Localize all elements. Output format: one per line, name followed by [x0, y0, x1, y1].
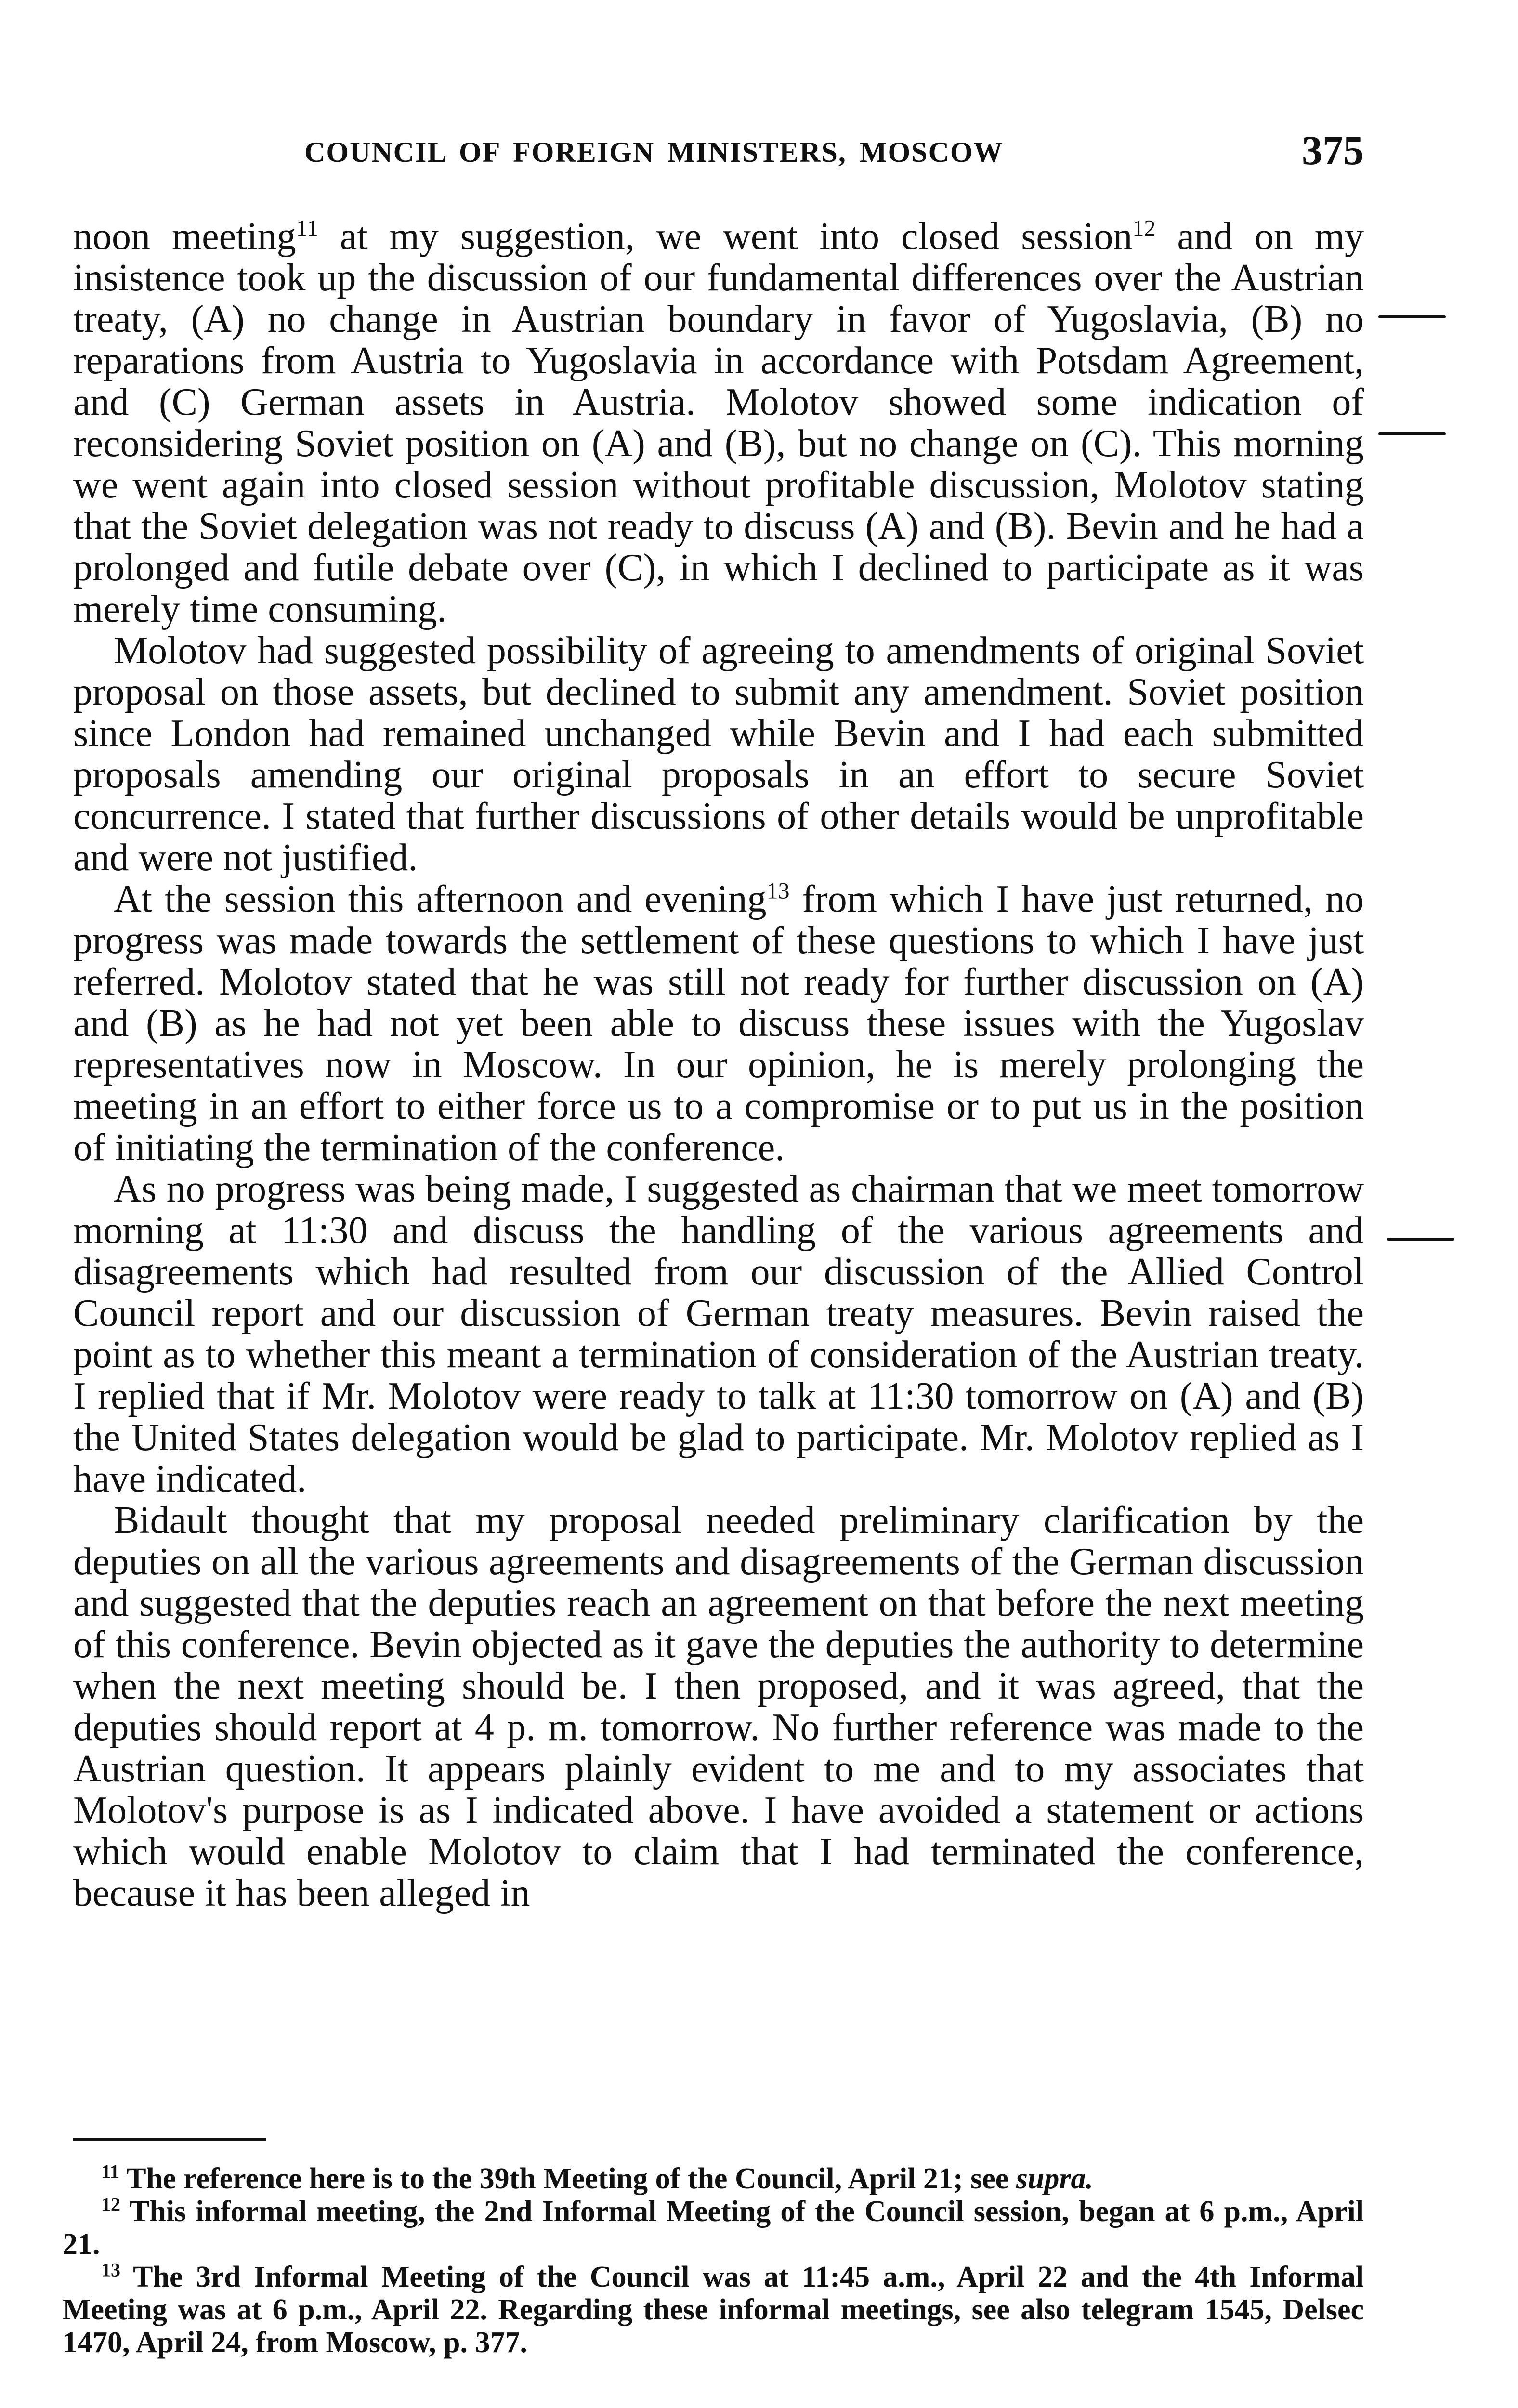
footnote-rule: [73, 2138, 266, 2141]
footnote-ref-13: 13: [766, 878, 790, 904]
paragraph-1-text: and on my insistence took up the discussion of our fundamental differences over the Austrian treaty, (A) no change in Austrian boundary in favor of Yugoslavia, (B) no reparations from Austria to Yugoslavia in accordance with Potsdam Agreement, and (C) German assets in Austria. Molotov showed some indication of reconsidering Soviet position on (A) and (B), but no change on (C). This morning we went again into closed session without profitable discussion, Molotov stating that the Soviet delegation was not ready to discuss (A) and (B). Bevin and he had a prolonged and futile debate over (C), in which I declined to participate as it was merely time consuming.: [73, 215, 1364, 630]
footnote-ref-12: 12: [1132, 215, 1156, 241]
paragraph-4: As no progress was being made, I suggested as chairman that we meet tomorrow morning at 11:30 and discuss the handling of the various agreements and disagreements which had resulted from our discussion of the Allied Control Council report and our discussion of German treaty measures. Bevin raised the point as to whether this meant a termination of consideration of the Austrian treaty. I replied that if Mr. Molotov were ready to talk at 11:30 tomorrow on (A) and (B) the United States delegation would be glad to participate. Mr. Molotov replied as I have indicated.: [73, 1168, 1364, 1500]
footnote-12: [63, 2195, 1364, 2261]
footnote-13: [63, 2261, 1364, 2359]
footnote-number: 12: [101, 2193, 120, 2215]
footnote-11: [63, 2162, 1364, 2195]
paragraph-5: Bidault thought that my proposal needed preliminary clarification by the deputies on all the various agreements and disagreements of the German discussion and suggested that the deputies reach an agreement on that before the next meeting of this conference. Bevin objected as it gave the deputies the authority to determine when the next meeting should be. I then proposed, and it was agreed, that the deputies should report at 4 p. m. tomorrow. No further reference was made to the Austrian question. It appears plainly evident to me and to my associates that Molotov's purpose is as I indicated above. I have avoided a statement or actions which would enable Molotov to claim that I had terminated the conference, because it has been alleged in: [73, 1499, 1364, 1914]
paragraph-1-text: at my suggestion, we went into closed session: [318, 215, 1133, 258]
paragraph-1: [73, 216, 1364, 630]
footnote-number: 13: [101, 2259, 120, 2281]
margin-mark: [1378, 315, 1446, 318]
body-text: [73, 216, 1364, 1914]
margin-mark: [1378, 432, 1446, 435]
running-head: COUNCIL OF FOREIGN MINISTERS, MOSCOW: [304, 136, 1004, 168]
page-header: [73, 126, 1364, 184]
footnote-text: This informal meeting, the 2nd Informal Meeting of the Council session, began at 6 p.m., April 21.: [63, 2195, 1364, 2261]
paragraph-3-text: from which I have just returned, no progress was made towards the settlement of these questions to which I have just referred. Molotov stated that he was still not ready for further discussion on (A) and (B) as he had not yet been able to discuss these issues with the Yugoslav representatives now in Moscow. In our opinion, he is merely prolonging the meeting in an effort to either force us to a compromise or to put us in the position of initiating the termination of the conference.: [73, 878, 1364, 1169]
footnote-text: The 3rd Informal Meeting of the Council was at 11:45 a.m., April 22 and the 4th Informal Meeting was at 6 p.m., April 22. Regarding these informal meetings, see also telegram 1545, Delsec 1470, April 24, from Moscow, p. 377.: [63, 2261, 1364, 2359]
margin-mark: [1387, 1238, 1454, 1241]
footnote-number: 11: [101, 2160, 119, 2183]
footnote-ref-11: 11: [296, 215, 318, 241]
paragraph-2: Molotov had suggested possibility of agreeing to amendments of original Soviet proposal on those assets, but declined to submit any amendment. Soviet position since London had remained unchanged while Bevin and I had each submitted proposals amending our original proposals in an effort to secure Soviet concurrence. I stated that further discussions of other details would be unprofitable and were not justified.: [73, 629, 1364, 879]
footnote-text: The reference here is to the 39th Meeting of the Council, April 21; see: [126, 2162, 1016, 2195]
footnotes: [63, 2162, 1364, 2359]
paragraph-3-text: At the session this afternoon and evening: [114, 878, 767, 920]
paragraph-1-text: noon meeting: [73, 215, 296, 258]
page-number: 375: [1302, 127, 1364, 173]
footnote-italic-text: supra.: [1016, 2162, 1094, 2195]
paragraph-3: [73, 878, 1364, 1168]
